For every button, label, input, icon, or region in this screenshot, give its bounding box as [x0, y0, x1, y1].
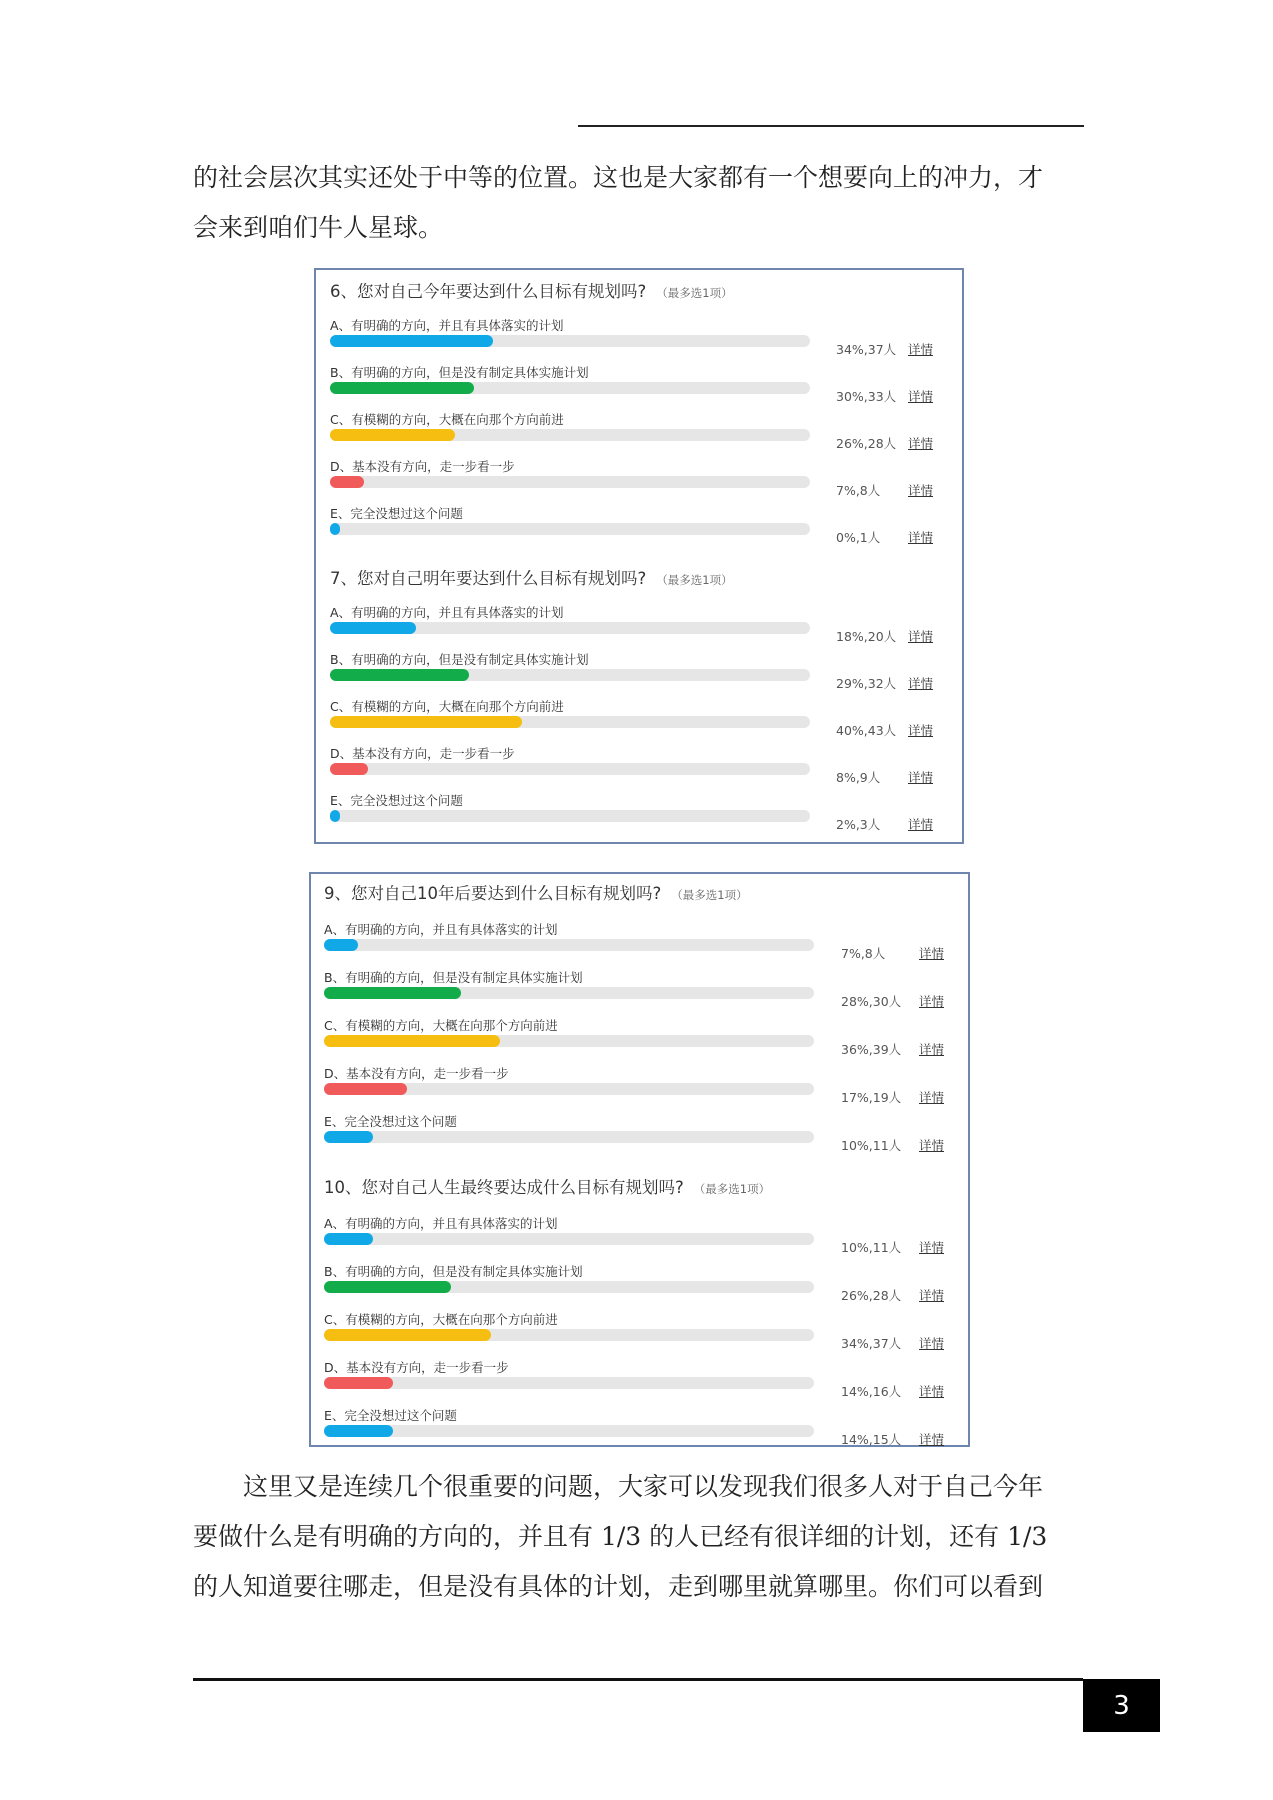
option-row	[316, 363, 962, 410]
survey-question	[311, 1174, 968, 1459]
detail-link[interactable]: 详情	[908, 436, 934, 451]
progress-fill	[330, 335, 493, 347]
question-title-text: 9、您对自己10年后要达到什么目标有规划吗?	[324, 884, 662, 903]
progress-fill	[324, 1131, 373, 1143]
paragraph-line: 的社会层次其实还处于中等的位置。这也是大家都有一个想要向上的冲力，才	[193, 163, 1044, 192]
detail-link[interactable]: 详情	[908, 817, 934, 832]
progress-track	[324, 1425, 814, 1437]
option-row	[311, 1064, 968, 1111]
question-title	[330, 565, 733, 589]
option-row	[311, 968, 968, 1015]
option-label: D、基本没有方向，走一步看一步	[324, 1360, 509, 1375]
option-row	[311, 920, 968, 967]
option-stat: 0%,1人	[836, 530, 881, 545]
option-label: A、有明确的方向，并且有具体落实的计划	[324, 922, 558, 937]
detail-link[interactable]: 详情	[908, 342, 934, 357]
survey-card-1	[314, 268, 964, 844]
progress-fill	[330, 669, 469, 681]
progress-fill	[324, 1377, 393, 1389]
option-label: A、有明确的方向，并且有具体落实的计划	[330, 605, 564, 620]
option-row	[311, 1406, 968, 1453]
option-row	[316, 697, 962, 744]
paragraph-line: 要做什么是有明确的方向的，并且有 1/3 的人已经有很详细的计划，还有 1/3	[193, 1522, 1048, 1551]
option-row	[311, 1358, 968, 1405]
progress-track	[330, 669, 810, 681]
option-stat: 2%,3人	[836, 817, 881, 832]
option-stat: 29%,32人	[836, 676, 897, 691]
option-label: A、有明确的方向，并且有具体落实的计划	[330, 318, 564, 333]
survey-question	[311, 880, 968, 1165]
option-stat: 10%,11人	[841, 1240, 902, 1255]
progress-track	[330, 763, 810, 775]
detail-link[interactable]: 详情	[919, 1090, 945, 1105]
option-stat: 26%,28人	[836, 436, 897, 451]
option-label: D、基本没有方向，走一步看一步	[330, 746, 515, 761]
progress-fill	[324, 1083, 407, 1095]
option-label: A、有明确的方向，并且有具体落实的计划	[324, 1216, 558, 1231]
question-title	[324, 880, 748, 904]
option-row	[316, 791, 962, 838]
paragraph-line: 会来到咱们牛人星球。	[193, 213, 444, 242]
footer-rule	[193, 1678, 1083, 1681]
detail-link[interactable]: 详情	[908, 530, 934, 545]
progress-track	[330, 810, 810, 822]
option-stat: 17%,19人	[841, 1090, 902, 1105]
header-rule	[578, 125, 1084, 127]
question-title-text: 10、您对自己人生最终要达成什么目标有规划吗?	[324, 1178, 684, 1197]
progress-track	[330, 622, 810, 634]
option-row	[316, 410, 962, 457]
progress-track	[330, 382, 810, 394]
paragraph-line: 这里又是连续几个很重要的问题，大家可以发现我们很多人对于自己今年	[243, 1472, 1044, 1501]
progress-fill	[324, 939, 358, 951]
question-hint: （最多选1项）	[656, 573, 733, 587]
progress-fill	[324, 1035, 500, 1047]
detail-link[interactable]: 详情	[919, 946, 945, 961]
question-title	[330, 278, 733, 302]
option-row	[316, 744, 962, 791]
detail-link[interactable]: 详情	[908, 770, 934, 785]
option-stat: 7%,8人	[841, 946, 886, 961]
progress-track	[330, 429, 810, 441]
option-stat: 14%,16人	[841, 1384, 902, 1399]
progress-fill	[324, 987, 461, 999]
option-stat: 30%,33人	[836, 389, 897, 404]
option-stat: 14%,15人	[841, 1432, 902, 1447]
progress-fill	[330, 810, 340, 822]
detail-link[interactable]: 详情	[908, 723, 934, 738]
progress-track	[330, 335, 810, 347]
option-row	[311, 1310, 968, 1357]
detail-link[interactable]: 详情	[919, 1288, 945, 1303]
question-title-text: 7、您对自己明年要达到什么目标有规划吗?	[330, 569, 647, 588]
progress-fill	[324, 1329, 491, 1341]
detail-link[interactable]: 详情	[919, 1042, 945, 1057]
option-stat: 34%,37人	[841, 1336, 902, 1351]
detail-link[interactable]: 详情	[919, 1384, 945, 1399]
question-hint: （最多选1项）	[693, 1182, 771, 1196]
option-label: C、有模糊的方向，大概在向那个方向前进	[324, 1018, 558, 1033]
option-stat: 34%,37人	[836, 342, 897, 357]
progress-track	[330, 523, 810, 535]
detail-link[interactable]: 详情	[908, 629, 934, 644]
option-stat: 40%,43人	[836, 723, 897, 738]
option-row	[316, 504, 962, 551]
option-label: E、完全没想过这个问题	[330, 506, 463, 521]
option-label: C、有模糊的方向，大概在向那个方向前进	[324, 1312, 558, 1327]
option-label: B、有明确的方向，但是没有制定具体实施计划	[324, 970, 583, 985]
option-stat: 28%,30人	[841, 994, 902, 1009]
detail-link[interactable]: 详情	[919, 994, 945, 1009]
question-hint: （最多选1项）	[671, 888, 748, 902]
progress-fill	[330, 622, 416, 634]
option-label: E、完全没想过这个问题	[330, 793, 463, 808]
paragraph-line: 的人知道要往哪走，但是没有具体的计划，走到哪里就算哪里。你们可以看到	[193, 1572, 1044, 1601]
detail-link[interactable]: 详情	[908, 483, 934, 498]
progress-fill	[330, 716, 522, 728]
option-stat: 7%,8人	[836, 483, 881, 498]
option-row	[311, 1112, 968, 1159]
progress-fill	[330, 476, 364, 488]
detail-link[interactable]: 详情	[919, 1336, 945, 1351]
option-row	[316, 603, 962, 650]
detail-link[interactable]: 详情	[908, 676, 934, 691]
progress-fill	[330, 523, 340, 535]
page-number: 3	[1083, 1679, 1160, 1732]
progress-fill	[324, 1233, 373, 1245]
progress-track	[324, 1377, 814, 1389]
detail-link[interactable]: 详情	[908, 389, 934, 404]
progress-track	[330, 716, 810, 728]
progress-track	[324, 1035, 814, 1047]
option-row	[316, 316, 962, 363]
option-stat: 10%,11人	[841, 1138, 902, 1153]
paragraph-bottom	[193, 1462, 1073, 1612]
option-stat: 26%,28人	[841, 1288, 902, 1303]
progress-track	[324, 1329, 814, 1341]
progress-fill	[324, 1281, 451, 1293]
option-label: B、有明确的方向，但是没有制定具体实施计划	[330, 365, 589, 380]
progress-track	[324, 1083, 814, 1095]
progress-track	[324, 1281, 814, 1293]
detail-link[interactable]: 详情	[919, 1432, 945, 1447]
option-label: C、有模糊的方向，大概在向那个方向前进	[330, 699, 564, 714]
option-label: B、有明确的方向，但是没有制定具体实施计划	[324, 1264, 583, 1279]
option-label: E、完全没想过这个问题	[324, 1114, 457, 1129]
survey-question	[316, 565, 962, 850]
progress-track	[330, 476, 810, 488]
survey-question	[316, 278, 962, 563]
option-stat: 36%,39人	[841, 1042, 902, 1057]
option-row	[311, 1214, 968, 1261]
question-title	[324, 1174, 770, 1198]
progress-track	[324, 1233, 814, 1245]
progress-fill	[324, 1425, 393, 1437]
progress-track	[324, 987, 814, 999]
option-label: C、有模糊的方向，大概在向那个方向前进	[330, 412, 564, 427]
option-label: D、基本没有方向，走一步看一步	[330, 459, 515, 474]
paragraph-top	[193, 153, 1073, 253]
option-row	[316, 650, 962, 697]
survey-card-2	[309, 872, 970, 1447]
option-row	[316, 457, 962, 504]
progress-fill	[330, 763, 368, 775]
detail-link[interactable]: 详情	[919, 1240, 945, 1255]
option-row	[311, 1262, 968, 1309]
option-label: D、基本没有方向，走一步看一步	[324, 1066, 509, 1081]
question-hint: （最多选1项）	[656, 286, 733, 300]
option-label: E、完全没想过这个问题	[324, 1408, 457, 1423]
detail-link[interactable]: 详情	[919, 1138, 945, 1153]
progress-track	[324, 1131, 814, 1143]
option-label: B、有明确的方向，但是没有制定具体实施计划	[330, 652, 589, 667]
progress-track	[324, 939, 814, 951]
option-stat: 8%,9人	[836, 770, 881, 785]
option-stat: 18%,20人	[836, 629, 897, 644]
question-title-text: 6、您对自己今年要达到什么目标有规划吗?	[330, 282, 647, 301]
progress-fill	[330, 382, 474, 394]
option-row	[311, 1016, 968, 1063]
progress-fill	[330, 429, 455, 441]
